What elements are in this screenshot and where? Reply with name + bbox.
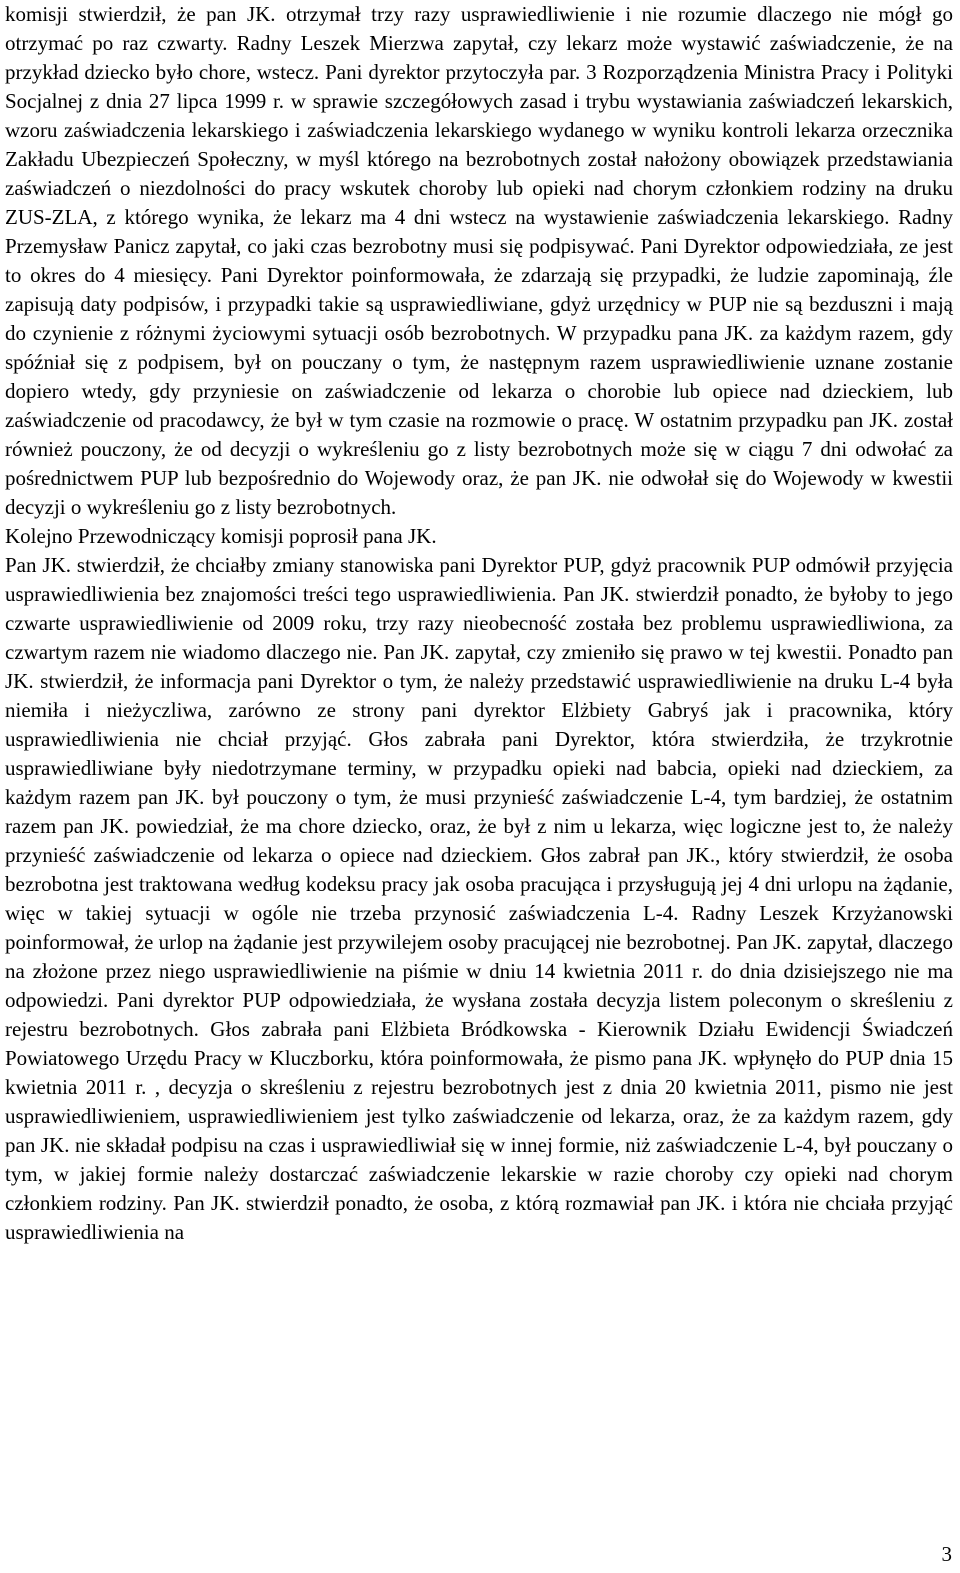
paragraph-chairman-request: Kolejno Przewodniczący komisji poprosił pana JK. xyxy=(5,524,437,548)
paragraph-pan-jk-statement: Pan JK. stwierdził, że chciałby zmiany stanowiska pani Dyrektor PUP, gdyż pracownik PUP odmówił przyjęcia usprawiedliwienia bez znajomości treści tego usprawiedliwienia. Pan JK. stwierdził ponadto, że byłoby to jego czwarte usprawiedliwienie od 2009 roku, trzy razy nieobecność została bez problemu usprawiedliwiona, za czwartym razem nie wiadomo dlaczego nie. Pan JK. zapytał, czy zmieniło się prawo w tej kwestii. Ponadto pan JK. stwierdził, że informacja pani Dyrektor o tym, że należy przedstawić usprawiedliwienie na druku L-4 była niemiła i nieżyczliwa, zarówno ze strony pani dyrektor Elżbiety Gabryś jak i pracownika, który usprawiedliwienia nie chciał przyjąć. Głos zabrała pani Dyrektor, która stwierdziła, że trzykrotnie usprawiedliwiane były niedotrzymane terminy, w przypadku opieki nad babcia, opieki nad dzieckiem, za każdym razem pan JK. był pouczony o tym, że musi przynieść zaświadczenie L-4, tym bardziej, że ostatnim razem pan JK. powiedział, że ma chore dziecko, oraz, że był z nim u lekarza, więc logiczne jest to, że należy przynieść zaświadczenie od lekarza o opiece nad dzieckiem. Głos zabrał pan JK., który stwierdził, że osoba bezrobotna jest traktowana według kodeksu pracy jak osoba pracująca i przysługują jej 4 dni urlopu na żądanie, więc w takiej sytuacji w ogóle nie trzeba przynosić zaświadczenia L-4. Radny Leszek Krzyżanowski poinformował, że urlop na żądanie jest przywilejem osoby pracującej nie bezrobotnej. Pan JK. zapytał, dlaczego na złożone przez niego usprawiedliwienie na piśmie w dniu 14 kwietnia 2011 r. do dnia dzisiejszego nie ma odpowiedzi. Pani dyrektor PUP odpowiedziała, że wysłana została decyzja listem poleconym o skreśleniu z rejestru bezrobotnych. Głos zabrała pani Elżbieta Bródkowska - Kierownik Działu Ewidencji Świadczeń Powiatowego Urzędu Pracy w Kluczborku, która poinformowała, że pismo pana JK. wpłynęło do PUP dnia 15 kwietnia 2011 r. , decyzja o skreśleniu z rejestru bezrobotnych jest z dnia 20 kwietnia 2011, pismo nie jest usprawiedliwieniem, usprawiedliwieniem jest tylko zaświadczenie od lekarza, oraz, że za każdym razem, gdy pan JK. nie składał podpisu na czas i usprawiedliwiał się w innej formie, niż zaświadczenie L-4, był pouczany o tym, w jakiej formie należy dostarczać zaświadczenie lekarskie w razie choroby czy opieki nad chorym członkiem rodziny. Pan JK. stwierdził ponadto, że osoba, z którą rozmawiał pan JK. i która nie chciała przyjąć usprawiedliwienia na xyxy=(5,553,953,1244)
paragraph-commission-discussion: komisji stwierdził, że pan JK. otrzymał trzy razy usprawiedliwienie i nie rozumie dlaczego nie mógł go otrzymać po raz czwarty. Radny Leszek Mierzwa zapytał, czy lekarz może wystawić zaświadczenie, że na przykład dziecko było chore, wstecz. Pani dyrektor przytoczyła par. 3 Rozporządzenia Ministra Pracy i Polityki Socjalnej z dnia 27 lipca 1999 r. w sprawie szczegółowych zasad i trybu wystawiania zaświadczeń lekarskich, wzoru zaświadczenia lekarskiego i zaświadczenia lekarskiego wydanego w wyniku kontroli lekarza orzecznika Zakładu Ubezpieczeń Społeczny, w myśl którego na bezrobotnych został nałożony obowiązek przedstawiania zaświadczeń o niezdolności do pracy wskutek choroby lub opieki nad chorym członkiem rodziny na druku ZUS-ZLA, z którego wynika, że lekarz ma 4 dni wstecz na wystawienie zaświadczenia lekarskiego. Radny Przemysław Panicz zapytał, co jaki czas bezrobotny musi się podpisywać. Pani Dyrektor odpowiedziała, ze jest to okres do 4 miesięcy. Pani Dyrektor poinformowała, że zdarzają się przypadki, że ludzie zapominają, źle zapisują daty podpisów, i przypadki takie są usprawiedliwiane, gdyż urzędnicy w PUP nie są bezduszni i mają do czynienie z różnymi życiowymi sytuacji osób bezrobotnych. W przypadku pana JK. za każdym razem, gdy spóźniał się z podpisem, był on pouczany o tym, że następnym razem usprawiedliwienie uznane zostanie dopiero wtedy, gdy przyniesie on zaświadczenie od lekarza o chorobie lub opiece nad dzieckiem, lub zaświadczenie od pracodawcy, że był w tym czasie na rozmowie o pracę. W ostatnim przypadku pan JK. został również pouczony, że od decyzji o wykreśleniu go z listy bezrobotnych może się w ciągu 7 dni odwołać za pośrednictwem PUP lub bezpośrednio do Wojewody oraz, że pan JK. nie odwołał się do Wojewody w kwestii decyzji o wykreśleniu go z listy bezrobotnych. xyxy=(5,2,953,519)
page-number: 3 xyxy=(941,1542,952,1566)
document-body xyxy=(5,0,953,1247)
